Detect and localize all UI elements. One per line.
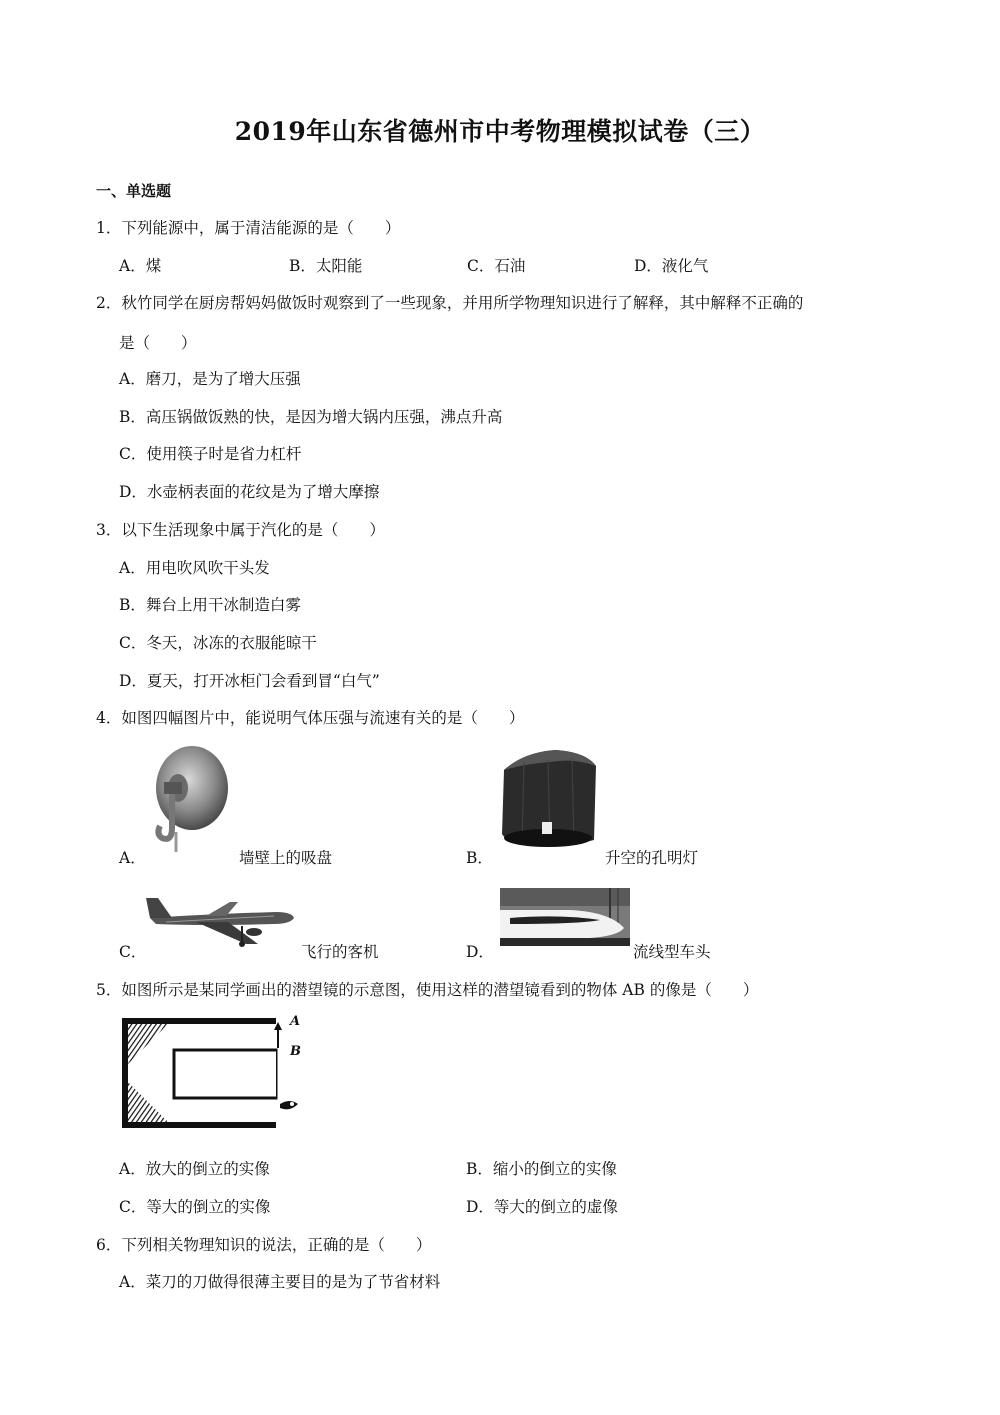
- question-number: 6．: [96, 1236, 122, 1254]
- question-number: 2．: [96, 294, 122, 312]
- option-3c: C．冬天，冰冻的衣服能晾干: [119, 634, 317, 652]
- option-2d: D．水壶柄表面的花纹是为了增大摩擦: [119, 483, 380, 501]
- periscope-diagram: [120, 1012, 310, 1130]
- option-2c: C．使用筷子时是省力杠杆: [119, 445, 302, 463]
- question-text: 下列能源中，属于清洁能源的是（ ）: [121, 219, 401, 237]
- option-4d-letter: D．: [466, 943, 494, 961]
- option-1d: D．液化气: [634, 257, 709, 275]
- option-4a-caption: 墙壁上的吸盘: [239, 849, 333, 867]
- option-5c: C．等大的倒立的实像: [119, 1198, 271, 1216]
- question-5: [96, 978, 758, 1000]
- question-4: [96, 706, 524, 728]
- option-5a: A．放大的倒立的实像: [119, 1160, 270, 1178]
- suction-cup-image: [148, 742, 232, 860]
- option-4c-letter: C．: [119, 943, 147, 961]
- page-title: 2019年山东省德州市中考物理模拟试卷（三）: [234, 117, 766, 146]
- question-number: 1．: [96, 219, 122, 237]
- question-text: 如图四幅图片中，能说明气体压强与流速有关的是（ ）: [121, 709, 525, 727]
- bullet-train-image: [500, 888, 630, 946]
- label-a: A: [290, 1014, 301, 1029]
- question-text: 如图所示是某同学画出的潜望镜的示意图，使用这样的潜望镜看到的物体 AB 的像是（ ）: [121, 981, 759, 999]
- question-text: 以下生活现象中属于汽化的是（ ）: [121, 521, 385, 539]
- option-4d-caption: 流线型车头: [633, 943, 711, 961]
- option-5b: B．缩小的倒立的实像: [466, 1160, 617, 1178]
- question-1: [96, 216, 400, 238]
- option-5d: D．等大的倒立的虚像: [466, 1198, 618, 1216]
- section-heading: 一、单选题: [96, 182, 172, 200]
- question-number: 3．: [96, 521, 122, 539]
- question-text: 下列相关物理知识的说法，正确的是（ ）: [121, 1236, 432, 1254]
- option-3b: B．舞台上用干冰制造白雾: [119, 596, 301, 614]
- option-1a: A．煤: [119, 257, 162, 275]
- question-6: [96, 1233, 431, 1255]
- option-2a: A．磨刀，是为了增大压强: [119, 370, 301, 388]
- question-2-cont: 是（ ）: [119, 334, 197, 352]
- option-1c: C．石油: [467, 257, 526, 275]
- option-4b-caption: 升空的孔明灯: [605, 849, 699, 867]
- option-4a-letter: A．: [119, 849, 146, 867]
- option-4c-caption: 飞行的客机: [301, 943, 379, 961]
- question-2: [96, 291, 803, 313]
- question-3: [96, 518, 385, 540]
- option-6a: A．菜刀的刀做得很薄主要目的是为了节省材料: [119, 1273, 441, 1291]
- question-number: 5．: [96, 981, 122, 999]
- question-number: 4．: [96, 709, 122, 727]
- label-b: B: [290, 1044, 301, 1059]
- sky-lantern-image: [494, 748, 602, 852]
- airliner-image: [146, 892, 296, 950]
- option-4b-letter: B．: [466, 849, 493, 867]
- option-1b: B．太阳能: [289, 257, 363, 275]
- option-2b: B．高压锅做饭熟的快，是因为增大锅内压强，沸点升高: [119, 408, 503, 426]
- question-text: 秋竹同学在厨房帮妈妈做饭时观察到了一些现象，并用所学物理知识进行了解释，其中解释不正确的: [121, 294, 804, 312]
- option-3a: A．用电吹风吹干头发: [119, 559, 270, 577]
- option-3d: D．夏天，打开冰柜门会看到冒“白气”: [119, 672, 380, 690]
